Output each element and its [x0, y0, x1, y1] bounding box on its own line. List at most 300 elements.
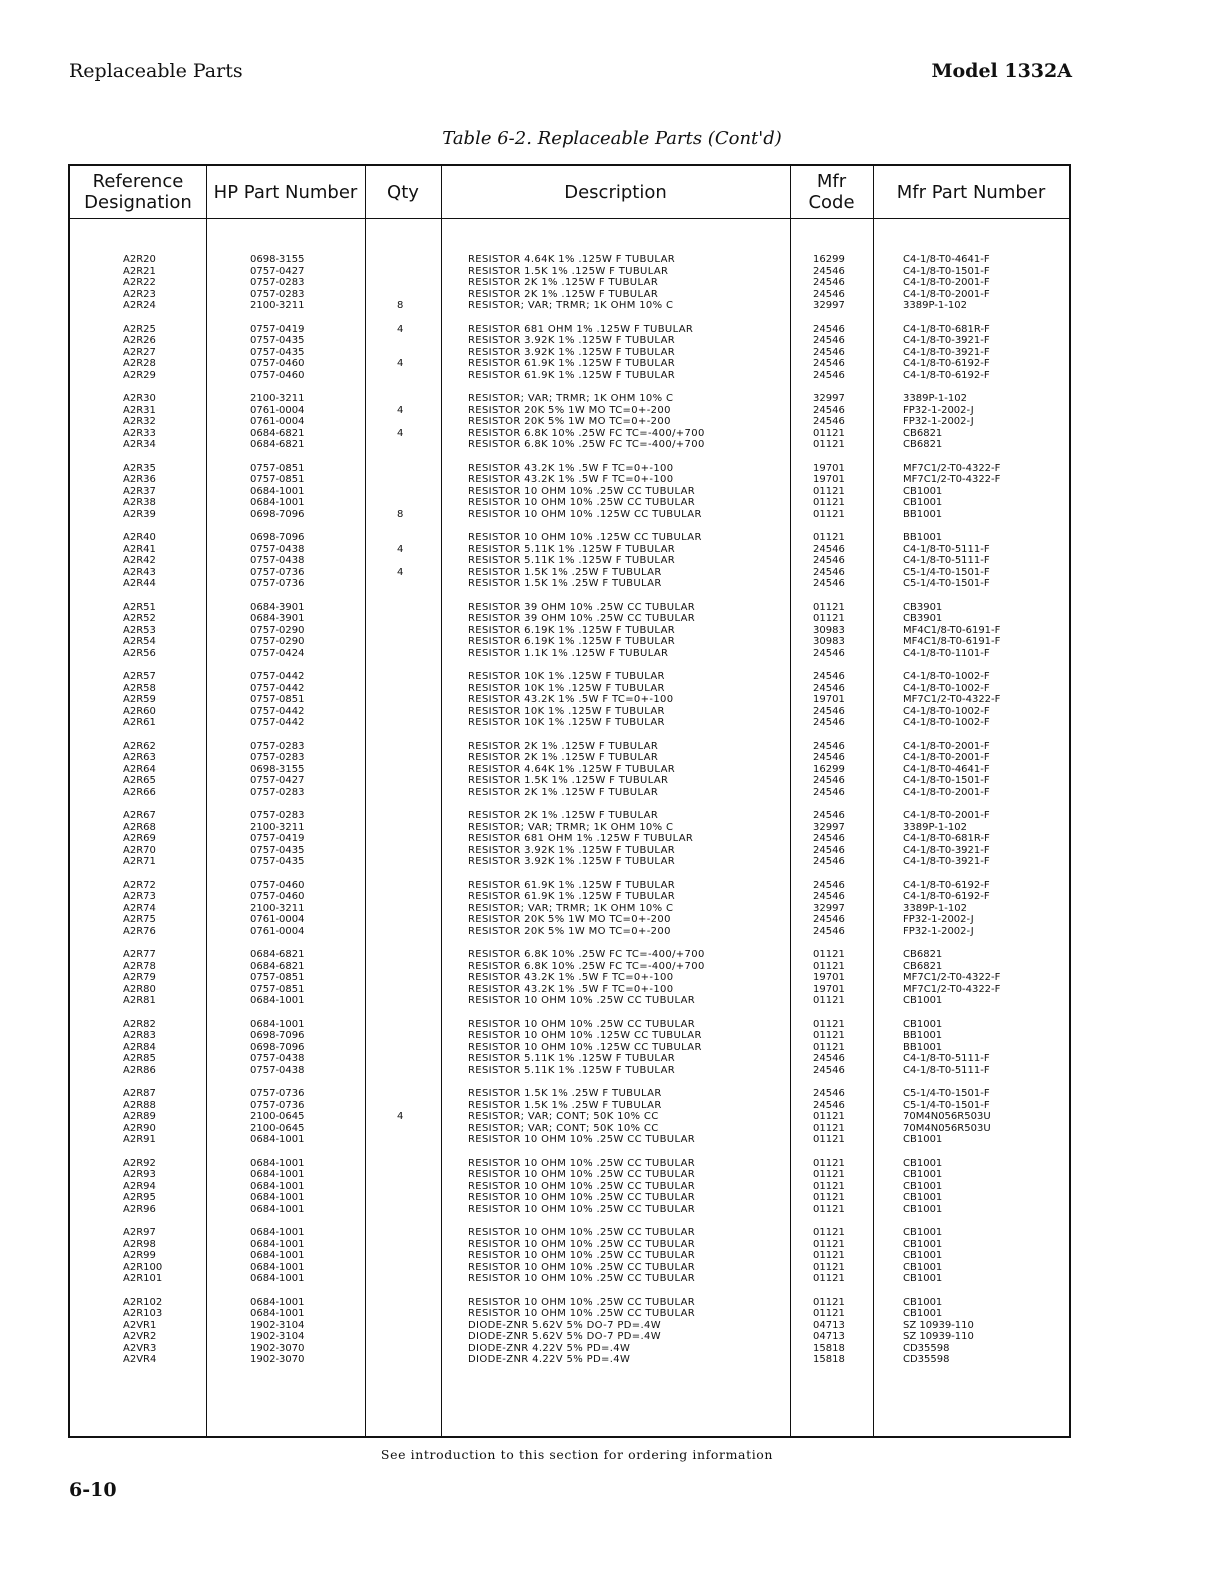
mfr-code-cell: 32997 — [813, 821, 845, 833]
table-row — [70, 833, 1069, 845]
ref-cell: A2R93 — [123, 1169, 156, 1180]
table-row — [70, 764, 1069, 776]
ref-cell: A2R28 — [123, 358, 156, 369]
mfr-part-cell: C5-1/4-T0-1501-F — [903, 578, 990, 589]
row-group — [70, 1158, 1069, 1228]
description-cell: RESISTOR 681 OHM 1% .125W F TUBULAR — [468, 323, 694, 335]
table-row — [70, 787, 1069, 799]
description-cell: RESISTOR 10 OHM 10% .125W CC TUBULAR — [468, 508, 702, 520]
mfr-code-cell: 01121 — [813, 427, 845, 439]
ref-cell: A2R95 — [123, 1192, 156, 1203]
table-row — [70, 683, 1069, 695]
hp-part-cell: 0684-1001 — [250, 995, 305, 1006]
hp-part-cell: 0761-0004 — [250, 914, 305, 925]
description-cell: RESISTOR 2K 1% .125W F TUBULAR — [468, 786, 659, 798]
ref-cell: A2VR2 — [123, 1331, 157, 1342]
mfr-code-cell: 01121 — [813, 601, 845, 613]
mfr-code-cell: 24546 — [813, 717, 845, 728]
description-cell: RESISTOR 43.2K 1% .5W F TC=0+-100 — [468, 694, 674, 705]
mfr-part-cell: 3389P-1-102 — [903, 393, 967, 404]
table-body — [70, 254, 1069, 1366]
header-reference-designation: Reference Designation — [84, 171, 192, 213]
table-row — [70, 717, 1069, 729]
mfr-code-cell: 19701 — [813, 983, 845, 995]
mfr-part-cell: CB1001 — [903, 1192, 943, 1203]
mfr-part-cell: CB1001 — [903, 1308, 943, 1319]
hp-part-cell: 0684-6821 — [250, 427, 305, 439]
table-row — [70, 891, 1069, 903]
hp-part-cell: 0757-0427 — [250, 265, 305, 277]
mfr-code-cell: 01121 — [813, 1227, 845, 1238]
hp-part-cell: 0757-0851 — [250, 983, 305, 995]
ref-cell: A2R35 — [123, 462, 156, 474]
mfr-part-cell: FP32-1-2002-J — [903, 416, 974, 427]
hp-part-cell: 0684-1001 — [250, 1296, 305, 1308]
mfr-part-cell: MF7C1/2-T0-4322-F — [903, 474, 1001, 485]
description-cell: RESISTOR 1.5K 1% .125W F TUBULAR — [468, 775, 669, 786]
table-row — [70, 544, 1069, 556]
description-cell: RESISTOR 20K 5% 1W MO TC=0+-200 — [468, 404, 671, 416]
mfr-code-cell: 24546 — [813, 265, 845, 277]
mfr-code-cell: 24546 — [813, 335, 845, 346]
header-divider — [70, 218, 1069, 219]
description-cell: RESISTOR 10 OHM 10% .25W CC TUBULAR — [468, 1018, 696, 1030]
table-row — [70, 439, 1069, 451]
ref-cell: A2R63 — [123, 752, 156, 763]
hp-part-cell: 0757-0435 — [250, 856, 305, 867]
hp-part-cell: 0761-0004 — [250, 925, 305, 937]
ref-cell: A2R66 — [123, 786, 156, 798]
hp-part-cell: 0684-1001 — [250, 1180, 305, 1192]
hp-part-cell: 0684-1001 — [250, 1203, 305, 1215]
description-cell: RESISTOR 10 OHM 10% .25W CC TUBULAR — [468, 1180, 696, 1192]
table-row — [70, 347, 1069, 359]
description-cell: RESISTOR 10 OHM 10% .25W CC TUBULAR — [468, 1203, 696, 1215]
hp-part-cell: 0684-6821 — [250, 960, 305, 972]
mfr-code-cell: 24546 — [813, 277, 845, 288]
mfr-code-cell: 01121 — [813, 1250, 845, 1261]
description-cell: RESISTOR 10K 1% .125W F TUBULAR — [468, 671, 665, 682]
description-cell: RESISTOR 61.9K 1% .125W F TUBULAR — [468, 891, 676, 902]
table-row — [70, 1053, 1069, 1065]
table-row — [70, 289, 1069, 301]
mfr-code-cell: 15818 — [813, 1354, 845, 1365]
description-cell: RESISTOR; VAR; CONT; 50K 10% CC — [468, 1122, 659, 1134]
description-cell: RESISTOR 10 OHM 10% .25W CC TUBULAR — [468, 1273, 696, 1284]
mfr-part-cell: 3389P-1-102 — [903, 902, 967, 914]
hp-part-cell: 2100-3211 — [250, 821, 305, 833]
row-group — [70, 254, 1069, 324]
hp-part-cell: 0684-1001 — [250, 1192, 305, 1203]
hp-part-cell: 0698-3155 — [250, 763, 305, 775]
qty-cell: 4 — [397, 358, 404, 369]
table-row — [70, 1088, 1069, 1100]
description-cell: RESISTOR 2K 1% .125W F TUBULAR — [468, 277, 659, 288]
hp-part-cell: 0757-0442 — [250, 717, 305, 728]
mfr-code-cell: 24546 — [813, 1064, 845, 1076]
table-row — [70, 845, 1069, 857]
description-cell: RESISTOR 61.9K 1% .125W F TUBULAR — [468, 358, 676, 369]
description-cell: RESISTOR 10 OHM 10% .25W CC TUBULAR — [468, 1261, 696, 1273]
mfr-code-cell: 24546 — [813, 578, 845, 589]
table-row — [70, 625, 1069, 637]
ref-cell: A2R44 — [123, 578, 156, 589]
row-group — [70, 602, 1069, 672]
hp-part-cell: 0684-1001 — [250, 1227, 305, 1238]
mfr-code-cell: 01121 — [813, 1203, 845, 1215]
table-row — [70, 1065, 1069, 1077]
ref-cell: A2VR4 — [123, 1354, 157, 1365]
table-row — [70, 555, 1069, 567]
mfr-part-cell: C4-1/8-T0-1002-F — [903, 705, 990, 717]
hp-part-cell: 0757-0460 — [250, 879, 305, 891]
table-row — [70, 671, 1069, 683]
header-mfr-code: Mfr Code — [808, 171, 855, 213]
ref-cell: A2R100 — [123, 1261, 163, 1273]
mfr-code-cell: 24546 — [813, 705, 845, 717]
ref-cell: A2R62 — [123, 740, 156, 752]
table-row — [70, 300, 1069, 312]
hp-part-cell: 1902-3070 — [250, 1342, 305, 1354]
table-row — [70, 497, 1069, 509]
mfr-part-cell: MF7C1/2-T0-4322-F — [903, 972, 1001, 983]
ref-cell: A2R53 — [123, 624, 156, 636]
ref-cell: A2R52 — [123, 613, 156, 624]
table-row — [70, 903, 1069, 915]
table-row — [70, 613, 1069, 625]
mfr-part-cell: SZ 10939-110 — [903, 1331, 974, 1342]
mfr-part-cell: CB1001 — [903, 1273, 943, 1284]
hp-part-cell: 0698-7096 — [250, 1041, 305, 1053]
table-row — [70, 602, 1069, 614]
mfr-code-cell: 15818 — [813, 1342, 845, 1354]
mfr-code-cell: 32997 — [813, 393, 845, 404]
model-title: Model 1332A — [931, 60, 1072, 82]
description-cell: RESISTOR 39 OHM 10% .25W CC TUBULAR — [468, 601, 696, 613]
mfr-part-cell: CB1001 — [903, 497, 943, 508]
ref-cell: A2R29 — [123, 369, 156, 381]
hp-part-cell: 2100-0645 — [250, 1122, 305, 1134]
hp-part-cell: 0684-1001 — [250, 1169, 305, 1180]
hp-part-cell: 0684-1001 — [250, 1250, 305, 1261]
ref-cell: A2R86 — [123, 1064, 156, 1076]
table-row — [70, 567, 1069, 579]
mfr-part-cell: CB6821 — [903, 427, 943, 439]
table-row — [70, 926, 1069, 938]
description-cell: DIODE-ZNR 5.62V 5% DO-7 PD=.4W — [468, 1319, 661, 1331]
ref-cell: A2R64 — [123, 763, 156, 775]
mfr-code-cell: 01121 — [813, 1296, 845, 1308]
ref-cell: A2R25 — [123, 323, 156, 335]
mfr-part-cell: CB1001 — [903, 1227, 943, 1238]
description-cell: RESISTOR 10 OHM 10% .25W CC TUBULAR — [468, 1238, 696, 1250]
description-cell: RESISTOR 10K 1% .125W F TUBULAR — [468, 717, 665, 728]
mfr-code-cell: 01121 — [813, 532, 845, 543]
description-cell: RESISTOR; VAR; TRMR; 1K OHM 10% C — [468, 393, 674, 404]
table-row — [70, 1331, 1069, 1343]
mfr-code-cell: 19701 — [813, 474, 845, 485]
hp-part-cell: 0757-0290 — [250, 624, 305, 636]
description-cell: RESISTOR 10 OHM 10% .25W CC TUBULAR — [468, 485, 696, 497]
mfr-part-cell: C4-1/8-T0-1501-F — [903, 775, 990, 786]
mfr-part-cell: C5-1/4-T0-1501-F — [903, 566, 990, 578]
mfr-part-cell: C4-1/8-T0-3921-F — [903, 346, 990, 358]
table-row — [70, 1100, 1069, 1112]
mfr-part-cell: C5-1/4-T0-1501-F — [903, 1088, 990, 1099]
mfr-code-cell: 24546 — [813, 346, 845, 358]
hp-part-cell: 0757-0435 — [250, 346, 305, 358]
mfr-code-cell: 19701 — [813, 972, 845, 983]
mfr-part-cell: CB1001 — [903, 1018, 943, 1030]
ref-cell: A2R58 — [123, 682, 156, 694]
mfr-part-cell: CB1001 — [903, 995, 943, 1006]
hp-part-cell: 0757-0442 — [250, 705, 305, 717]
mfr-part-cell: CD35598 — [903, 1354, 950, 1365]
description-cell: RESISTOR 1.5K 1% .25W F TUBULAR — [468, 1088, 662, 1099]
row-group — [70, 1227, 1069, 1297]
description-cell: RESISTOR 20K 5% 1W MO TC=0+-200 — [468, 925, 671, 937]
mfr-part-cell: BB1001 — [903, 1041, 943, 1053]
ref-cell: A2R20 — [123, 254, 156, 265]
hp-part-cell: 0684-1001 — [250, 497, 305, 508]
mfr-code-cell: 24546 — [813, 914, 845, 925]
mfr-part-cell: C4-1/8-T0-5111-F — [903, 555, 990, 566]
mfr-code-cell: 01121 — [813, 1030, 845, 1041]
table-row — [70, 428, 1069, 440]
hp-part-cell: 0757-0283 — [250, 786, 305, 798]
description-cell: RESISTOR 10 OHM 10% .125W CC TUBULAR — [468, 1030, 702, 1041]
table-row — [70, 1204, 1069, 1216]
mfr-part-cell: CB1001 — [903, 1261, 943, 1273]
description-cell: RESISTOR 43.2K 1% .5W F TC=0+-100 — [468, 972, 674, 983]
description-cell: RESISTOR 1.5K 1% .25W F TUBULAR — [468, 578, 662, 589]
mfr-part-cell: SZ 10939-110 — [903, 1319, 974, 1331]
hp-part-cell: 0757-0427 — [250, 775, 305, 786]
mfr-code-cell: 24546 — [813, 566, 845, 578]
description-cell: RESISTOR 43.2K 1% .5W F TC=0+-100 — [468, 983, 674, 995]
description-cell: RESISTOR 6.8K 10% .25W FC TC=-400/+700 — [468, 960, 705, 972]
description-cell: RESISTOR 5.11K 1% .125W F TUBULAR — [468, 1053, 676, 1064]
mfr-part-cell: C4-1/8-T0-6192-F — [903, 358, 990, 369]
description-cell: RESISTOR 10K 1% .125W F TUBULAR — [468, 682, 665, 694]
ref-cell: A2R69 — [123, 833, 156, 844]
ref-cell: A2R37 — [123, 485, 156, 497]
ref-cell: A2R81 — [123, 995, 156, 1006]
ref-cell: A2R21 — [123, 265, 156, 277]
table-row — [70, 254, 1069, 266]
hp-part-cell: 2100-3211 — [250, 300, 305, 311]
ref-cell: A2R74 — [123, 902, 156, 914]
table-row — [70, 277, 1069, 289]
mfr-part-cell: C4-1/8-T0-1002-F — [903, 682, 990, 694]
description-cell: RESISTOR; VAR; TRMR; 1K OHM 10% C — [468, 821, 674, 833]
mfr-code-cell: 24546 — [813, 891, 845, 902]
mfr-code-cell: 24546 — [813, 323, 845, 335]
mfr-part-cell: C4-1/8-T0-5111-F — [903, 1064, 990, 1076]
mfr-part-cell: CB1001 — [903, 1169, 943, 1180]
description-cell: RESISTOR 10 OHM 10% .25W CC TUBULAR — [468, 497, 696, 508]
mfr-code-cell: 01121 — [813, 439, 845, 450]
table-row — [70, 1030, 1069, 1042]
mfr-part-cell: C4-1/8-T0-2001-F — [903, 752, 990, 763]
hp-part-cell: 0684-1001 — [250, 1157, 305, 1169]
ref-cell: A2R102 — [123, 1296, 163, 1308]
mfr-code-cell: 24546 — [813, 682, 845, 694]
description-cell: RESISTOR 3.92K 1% .125W F TUBULAR — [468, 844, 676, 856]
description-cell: DIODE-ZNR 4.22V 5% PD=.4W — [468, 1354, 631, 1365]
hp-part-cell: 0757-0736 — [250, 566, 305, 578]
mfr-part-cell: C4-1/8-T0-5111-F — [903, 543, 990, 555]
table-row — [70, 1169, 1069, 1181]
mfr-code-cell: 01121 — [813, 508, 845, 520]
mfr-code-cell: 16299 — [813, 254, 845, 265]
ref-cell: A2R38 — [123, 497, 156, 508]
ref-cell: A2R72 — [123, 879, 156, 891]
description-cell: RESISTOR 1.5K 1% .25W F TUBULAR — [468, 1099, 662, 1111]
table-row — [70, 636, 1069, 648]
description-cell: RESISTOR 2K 1% .125W F TUBULAR — [468, 752, 659, 763]
mfr-code-cell: 01121 — [813, 1134, 845, 1145]
ref-cell: A2VR3 — [123, 1342, 157, 1354]
description-cell: RESISTOR 2K 1% .125W F TUBULAR — [468, 810, 659, 821]
mfr-code-cell: 24546 — [813, 752, 845, 763]
mfr-code-cell: 24546 — [813, 810, 845, 821]
ref-cell: A2R101 — [123, 1273, 163, 1284]
hp-part-cell: 0757-0438 — [250, 1053, 305, 1064]
mfr-code-cell: 24546 — [813, 416, 845, 427]
row-group — [70, 532, 1069, 602]
ref-cell: A2R43 — [123, 566, 156, 578]
mfr-part-cell: C4-1/8-T0-681R-F — [903, 833, 990, 844]
mfr-part-cell: C4-1/8-T0-6192-F — [903, 891, 990, 902]
description-cell: RESISTOR 6.8K 10% .25W FC TC=-400/+700 — [468, 949, 705, 960]
mfr-part-cell: 3389P-1-102 — [903, 821, 967, 833]
table-row — [70, 822, 1069, 834]
ref-cell: A2R85 — [123, 1053, 156, 1064]
page-number: 6-10 — [69, 1479, 117, 1501]
description-cell: RESISTOR 10 OHM 10% .25W CC TUBULAR — [468, 1157, 696, 1169]
hp-part-cell: 0757-0424 — [250, 647, 305, 659]
row-group — [70, 393, 1069, 463]
ref-cell: A2R75 — [123, 914, 156, 925]
mfr-code-cell: 24546 — [813, 833, 845, 844]
mfr-code-cell: 24546 — [813, 647, 845, 659]
mfr-code-cell: 32997 — [813, 300, 845, 311]
ref-cell: A2R67 — [123, 810, 156, 821]
mfr-part-cell: 70M4N056R503U — [903, 1111, 991, 1122]
description-cell: RESISTOR 10K 1% .125W F TUBULAR — [468, 705, 665, 717]
mfr-part-cell: C4-1/8-T0-2001-F — [903, 277, 990, 288]
row-group — [70, 324, 1069, 394]
mfr-part-cell: CB6821 — [903, 960, 943, 972]
hp-part-cell: 0698-7096 — [250, 532, 305, 543]
mfr-part-cell: C4-1/8-T0-4641-F — [903, 763, 990, 775]
table-row — [70, 775, 1069, 787]
table-row — [70, 984, 1069, 996]
mfr-code-cell: 01121 — [813, 1261, 845, 1273]
ref-cell: A2R76 — [123, 925, 156, 937]
table-row — [70, 1042, 1069, 1054]
mfr-code-cell: 32997 — [813, 902, 845, 914]
mfr-part-cell: FP32-1-2002-J — [903, 914, 974, 925]
mfr-code-cell: 24546 — [813, 844, 845, 856]
mfr-part-cell: 3389P-1-102 — [903, 300, 967, 311]
mfr-code-cell: 24546 — [813, 925, 845, 937]
table-row — [70, 1320, 1069, 1332]
ref-cell: A2R60 — [123, 705, 156, 717]
table-row — [70, 856, 1069, 868]
mfr-code-cell: 01121 — [813, 1308, 845, 1319]
ref-cell: A2R71 — [123, 856, 156, 867]
mfr-part-cell: MF7C1/2-T0-4322-F — [903, 462, 1001, 474]
hp-part-cell: 0684-6821 — [250, 949, 305, 960]
mfr-code-cell: 01121 — [813, 995, 845, 1006]
description-cell: RESISTOR 10 OHM 10% .25W CC TUBULAR — [468, 995, 696, 1006]
mfr-part-cell: CB1001 — [903, 1296, 943, 1308]
table-row — [70, 1123, 1069, 1135]
mfr-code-cell: 04713 — [813, 1319, 845, 1331]
ref-cell: A2R82 — [123, 1018, 156, 1030]
mfr-part-cell: BB1001 — [903, 508, 943, 520]
mfr-part-cell: C4-1/8-T0-1002-F — [903, 717, 990, 728]
hp-part-cell: 0757-0290 — [250, 636, 305, 647]
ref-cell: A2R77 — [123, 949, 156, 960]
mfr-code-cell: 24546 — [813, 555, 845, 566]
ref-cell: A2R73 — [123, 891, 156, 902]
hp-part-cell: 0757-0435 — [250, 844, 305, 856]
hp-part-cell: 0757-0283 — [250, 288, 305, 300]
mfr-code-cell: 16299 — [813, 763, 845, 775]
table-row — [70, 266, 1069, 278]
table-row — [70, 706, 1069, 718]
mfr-part-cell: C4-1/8-T0-2001-F — [903, 810, 990, 821]
mfr-part-cell: CD35598 — [903, 1342, 950, 1354]
ref-cell: A2R83 — [123, 1030, 156, 1041]
hp-part-cell: 0698-7096 — [250, 1030, 305, 1041]
hp-part-cell: 1902-3070 — [250, 1354, 305, 1365]
mfr-part-cell: MF4C1/8-T0-6191-F — [903, 624, 1001, 636]
table-row — [70, 1343, 1069, 1355]
ref-cell: A2R23 — [123, 288, 156, 300]
ref-cell: A2R39 — [123, 508, 156, 520]
mfr-part-cell: C4-1/8-T0-3921-F — [903, 335, 990, 346]
hp-part-cell: 2100-3211 — [250, 902, 305, 914]
hp-part-cell: 0684-3901 — [250, 613, 305, 624]
description-cell: RESISTOR 61.9K 1% .125W F TUBULAR — [468, 369, 676, 381]
table-row — [70, 463, 1069, 475]
mfr-part-cell: C4-1/8-T0-4641-F — [903, 254, 990, 265]
ref-cell: A2R94 — [123, 1180, 156, 1192]
hp-part-cell: 1902-3104 — [250, 1331, 305, 1342]
ref-cell: A2R27 — [123, 346, 156, 358]
ref-cell: A2R26 — [123, 335, 156, 346]
description-cell: RESISTOR 4.64K 1% .125W F TUBULAR — [468, 254, 676, 265]
mfr-code-cell: 24546 — [813, 543, 845, 555]
table-row — [70, 509, 1069, 521]
description-cell: DIODE-ZNR 5.62V 5% DO-7 PD=.4W — [468, 1331, 661, 1342]
mfr-code-cell: 01121 — [813, 1041, 845, 1053]
description-cell: RESISTOR 10 OHM 10% .125W CC TUBULAR — [468, 1041, 702, 1053]
mfr-code-cell: 24546 — [813, 786, 845, 798]
ref-cell: A2R61 — [123, 717, 156, 728]
mfr-part-cell: FP32-1-2002-J — [903, 925, 974, 937]
ref-cell: A2R79 — [123, 972, 156, 983]
header-description: Description — [564, 181, 667, 203]
hp-part-cell: 0684-3901 — [250, 601, 305, 613]
description-cell: RESISTOR 2K 1% .125W F TUBULAR — [468, 288, 659, 300]
parts-table — [68, 164, 1071, 1438]
qty-cell: 4 — [397, 404, 404, 416]
